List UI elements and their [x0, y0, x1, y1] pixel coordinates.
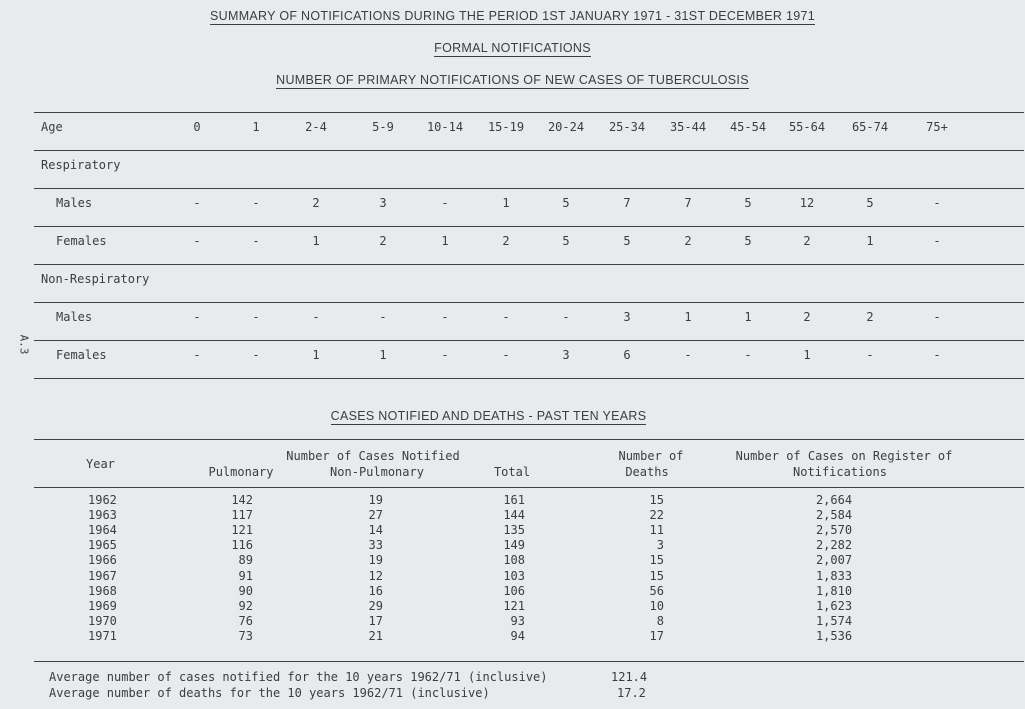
table-cell: 5: [562, 234, 570, 248]
deaths-cell: 11: [649, 523, 664, 538]
table-cell: 7: [684, 196, 692, 210]
year-cell: 1968: [88, 583, 117, 598]
average-cases-label: Average number of cases notified for the 10 years 1962/71 (inclusive): [49, 670, 548, 684]
table-rule: [34, 150, 1024, 151]
total-cell: 135: [503, 523, 525, 538]
pulmonary-cell: 91: [238, 568, 253, 583]
table-cell: -: [252, 348, 260, 362]
table-cell: 3: [623, 310, 631, 324]
register-cell: 2,584: [815, 508, 853, 523]
table-cell: -: [933, 310, 941, 324]
year-cell: 1962: [88, 493, 117, 507]
age-column-header: 0: [193, 120, 201, 134]
deaths-cell: 3: [656, 538, 664, 553]
table-rule: [34, 661, 1024, 662]
non-pulmonary-cell: 19: [368, 493, 383, 507]
non-pulmonary-cell: 27: [368, 508, 383, 523]
year-cell: 1966: [88, 553, 117, 568]
pulmonary-cell: 90: [238, 583, 253, 598]
table-cell: 3: [379, 196, 387, 210]
deaths-cell: 56: [649, 583, 664, 598]
table-cell: -: [441, 348, 449, 362]
table-cell: 1: [312, 348, 320, 362]
table-cell: -: [193, 234, 201, 248]
table-cell: -: [379, 310, 387, 324]
age-column-header: 5-9: [372, 120, 394, 134]
register-cell: 1,833: [815, 568, 853, 583]
table-cell: 5: [562, 196, 570, 210]
table-cell: -: [193, 310, 201, 324]
table-cell: 2: [379, 234, 387, 248]
table-cell: -: [252, 196, 260, 210]
deaths-cell: 15: [649, 568, 664, 583]
deaths-header: Number of: [618, 449, 684, 463]
age-column-header: 10-14: [426, 120, 464, 134]
past-ten-years-title: CASES NOTIFIED AND DEATHS - PAST TEN YEARS: [330, 409, 647, 423]
summary-title: SUMMARY OF NOTIFICATIONS DURING THE PERIOD 1ST JANUARY 1971 - 31ST DECEMBER 1971: [210, 9, 815, 23]
year-cell: 1964: [88, 523, 117, 538]
table-cell: 2: [803, 310, 811, 324]
table-cell: -: [441, 310, 449, 324]
primary-notifications-title: NUMBER OF PRIMARY NOTIFICATIONS OF NEW CASES OF TUBERCULOSIS: [276, 73, 749, 87]
table-cell: 2: [312, 196, 320, 210]
table-cell: 5: [744, 234, 752, 248]
deaths-header-line2: Deaths: [625, 465, 669, 479]
register-cell: 2,282: [815, 538, 853, 553]
non-pulmonary-cell: 33: [368, 538, 383, 553]
table-cell: 1: [684, 310, 692, 324]
average-cases-value: 121.4: [611, 670, 648, 684]
non-pulmonary-cell: 21: [368, 628, 383, 643]
pulmonary-header: Pulmonary: [208, 465, 274, 479]
deaths-cell: 10: [649, 598, 664, 613]
total-cell: 108: [503, 553, 525, 568]
table-rule: [34, 264, 1024, 265]
table-cell: -: [193, 196, 201, 210]
row-label: Females: [56, 234, 107, 248]
register-header-line2: Notifications: [793, 465, 887, 479]
age-column-header: 65-74: [851, 120, 889, 134]
total-cell: 93: [510, 613, 525, 628]
pulmonary-cell: 117: [231, 508, 253, 523]
age-column-header: 45-54: [729, 120, 767, 134]
table-cell: 2: [803, 234, 811, 248]
year-cell: 1967: [88, 568, 117, 583]
table-cell: -: [562, 310, 570, 324]
age-header: Age: [41, 120, 63, 134]
non-pulmonary-cell: 17: [368, 613, 383, 628]
pulmonary-cell: 92: [238, 598, 253, 613]
total-cell: 144: [503, 508, 525, 523]
section-title: Non-Respiratory: [41, 272, 150, 286]
deaths-cell: 15: [649, 493, 664, 507]
table-rule: [34, 302, 1024, 303]
total-cell: 106: [503, 583, 525, 598]
page-side-label: A.3: [17, 334, 31, 355]
age-column-header: 1: [252, 120, 260, 134]
table-cell: 7: [623, 196, 631, 210]
total-cell: 103: [503, 568, 525, 583]
table-cell: -: [441, 196, 449, 210]
table-cell: 12: [799, 196, 815, 210]
cases-notified-header: Number of Cases Notified: [286, 449, 460, 463]
table-cell: 5: [866, 196, 874, 210]
table-cell: 2: [502, 234, 510, 248]
non-pulmonary-cell: 12: [368, 568, 383, 583]
age-column-header: 25-34: [608, 120, 646, 134]
pulmonary-cell: 121: [231, 523, 253, 538]
non-pulmonary-header: Non-Pulmonary: [330, 465, 424, 479]
table-cell: 1: [379, 348, 387, 362]
table-rule: [34, 439, 1024, 440]
table-cell: -: [866, 348, 874, 362]
non-pulmonary-cell: 29: [368, 598, 383, 613]
table-rule: [34, 112, 1024, 113]
age-column-header: 35-44: [669, 120, 707, 134]
total-cell: 94: [510, 628, 525, 643]
table-cell: 2: [866, 310, 874, 324]
register-header: Number of Cases on Register of: [735, 449, 953, 463]
table-rule: [34, 340, 1024, 341]
pulmonary-cell: 142: [231, 493, 253, 507]
table-cell: 1: [744, 310, 752, 324]
total-cell: 121: [503, 598, 525, 613]
table-cell: -: [684, 348, 692, 362]
age-column-header: 75+: [926, 120, 948, 134]
year-header: Year: [86, 457, 115, 471]
row-label: Males: [56, 196, 93, 210]
table-cell: -: [744, 348, 752, 362]
total-header: Total: [493, 465, 531, 479]
formal-notifications-title: FORMAL NOTIFICATIONS: [434, 41, 591, 55]
table-rule: [34, 226, 1024, 227]
table-cell: -: [252, 234, 260, 248]
non-pulmonary-cell: 19: [368, 553, 383, 568]
year-cell: 1963: [88, 508, 117, 523]
table-cell: -: [933, 348, 941, 362]
table-cell: -: [502, 348, 510, 362]
deaths-cell: 17: [649, 628, 664, 643]
table-rule: [34, 188, 1024, 189]
pulmonary-cell: 73: [238, 628, 253, 643]
table-cell: -: [193, 348, 201, 362]
table-cell: 1: [441, 234, 449, 248]
pulmonary-cell: 89: [238, 553, 253, 568]
table-cell: -: [312, 310, 320, 324]
deaths-cell: 8: [656, 613, 664, 628]
age-column-header: 20-24: [547, 120, 585, 134]
register-cell: 1,810: [815, 583, 853, 598]
table-cell: 1: [312, 234, 320, 248]
register-cell: 2,664: [815, 493, 853, 507]
non-pulmonary-cell: 14: [368, 523, 383, 538]
table-cell: 3: [562, 348, 570, 362]
table-cell: -: [933, 234, 941, 248]
total-cell: 149: [503, 538, 525, 553]
table-cell: 5: [623, 234, 631, 248]
table-cell: 1: [502, 196, 510, 210]
row-label: Males: [56, 310, 93, 324]
table-rule: [34, 487, 1024, 488]
pulmonary-cell: 116: [231, 538, 253, 553]
average-deaths-value: 17.2: [617, 686, 646, 700]
non-pulmonary-cell: 16: [368, 583, 383, 598]
table-cell: 6: [623, 348, 631, 362]
table-cell: -: [252, 310, 260, 324]
register-cell: 1,574: [815, 613, 853, 628]
table-cell: 5: [744, 196, 752, 210]
age-column-header: 2-4: [305, 120, 327, 134]
register-cell: 1,623: [815, 598, 853, 613]
year-cell: 1965: [88, 538, 117, 553]
row-label: Females: [56, 348, 107, 362]
total-cell: 161: [503, 493, 525, 507]
year-cell: 1971: [88, 628, 117, 643]
table-cell: 1: [866, 234, 874, 248]
section-title: Respiratory: [41, 158, 121, 172]
deaths-cell: 22: [649, 508, 664, 523]
table-cell: 1: [803, 348, 811, 362]
year-cell: 1969: [88, 598, 117, 613]
table-cell: -: [933, 196, 941, 210]
table-rule: [34, 378, 1024, 379]
register-cell: 2,007: [815, 553, 853, 568]
table-cell: 2: [684, 234, 692, 248]
age-column-header: 55-64: [788, 120, 826, 134]
age-column-header: 15-19: [487, 120, 525, 134]
register-cell: 2,570: [815, 523, 853, 538]
year-cell: 1970: [88, 613, 117, 628]
pulmonary-cell: 76: [238, 613, 253, 628]
average-deaths-label: Average number of deaths for the 10 years 1962/71 (inclusive): [49, 686, 490, 700]
deaths-cell: 15: [649, 553, 664, 568]
table-cell: -: [502, 310, 510, 324]
register-cell: 1,536: [815, 628, 853, 643]
